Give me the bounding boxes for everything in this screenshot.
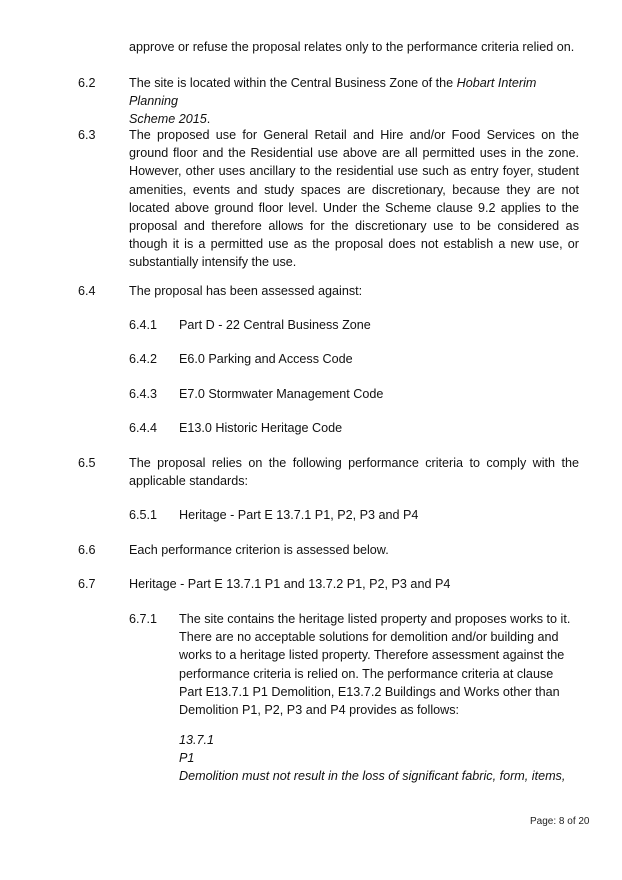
item-number-6-4-1: 6.4.1: [129, 318, 158, 332]
item-6-4-3-text: E7.0 Stormwater Management Code: [179, 387, 384, 401]
item-number-6-4-3: 6.4.3: [129, 387, 158, 401]
section-number-6-6: 6.6: [78, 543, 96, 557]
section-number-6-4: 6.4: [78, 284, 96, 298]
section-6-5-text: The proposal relies on the following performance criteria to comply with the applicable standards:: [129, 456, 579, 489]
item-6-7-1-text: The site contains the heritage listed property and proposes works to it. There are no acceptable solutions for demolition and/or building and works to a heritage listed property. Therefore assessment against the performance criteria is relied on. The performance criteria at clause Part E13.7.1 P1 Demolition, E13.7.2 Buildings and Works other than Demolition P1, P2, P3 and P4 provides as follows:: [179, 612, 571, 718]
section-6-7-text: Heritage - Part E 13.7.1 P1 and 13.7.2 P1, P2, P3 and P4: [129, 577, 451, 591]
section-6-2-text-prefix: The site is located within the Central Business Zone of the: [129, 76, 457, 90]
item-6-5-1-text: Heritage - Part E 13.7.1 P1, P2, P3 and P4: [179, 508, 419, 522]
section-6-2-italic-1: Hobart Interim Planning: [129, 76, 537, 109]
item-number-6-7-1: 6.7.1: [129, 612, 158, 626]
section-6-2-italic-2: Scheme 2015: [129, 112, 207, 127]
item-6-4-4-text: E13.0 Historic Heritage Code: [179, 421, 343, 435]
section-6-3-text: The proposed use for General Retail and Hire and/or Food Services on the ground floor and the Residential use above are all permitted uses in the zone. However, other uses ancillary to the residential use such as entry foyer, student amenities, events and study spaces are discretionary, because they are not located above ground floor level. Under the Scheme clause 9.2 applies to the proposal and therefore allows for the discretionary use to be considered as though it is a permitted use as the proposal does not establish a new use, or substantially intensify the use.: [129, 128, 579, 270]
section-6-6-text: Each performance criterion is assessed below.: [129, 543, 389, 557]
section-6-2-suffix: .: [206, 112, 211, 127]
item-6-4-2-text: E6.0 Parking and Access Code: [179, 352, 353, 366]
item-number-6-5-1: 6.5.1: [129, 508, 158, 522]
item-number-6-4-2: 6.4.2: [129, 352, 158, 366]
section-number-6-2: 6.2: [78, 76, 96, 90]
quote-criterion-text: Demolition must not result in the loss of significant fabric, form, items,: [179, 769, 566, 783]
section-6-4-text: The proposal has been assessed against:: [129, 284, 363, 298]
intro-continuation-line: approve or refuse the proposal relates only to the performance criteria relied on.: [129, 40, 575, 54]
section-number-6-7: 6.7: [78, 577, 96, 591]
section-number-6-3: 6.3: [78, 128, 96, 142]
section-number-6-5: 6.5: [78, 456, 96, 470]
quote-criterion-label: P1: [179, 751, 195, 765]
quote-clause-number: 13.7.1: [179, 733, 215, 747]
item-number-6-4-4: 6.4.4: [129, 421, 158, 435]
section-6-2-text: [129, 74, 579, 129]
item-6-4-1-text: Part D - 22 Central Business Zone: [179, 318, 371, 332]
page-number-footer: Page: 8 of 20: [530, 816, 590, 827]
